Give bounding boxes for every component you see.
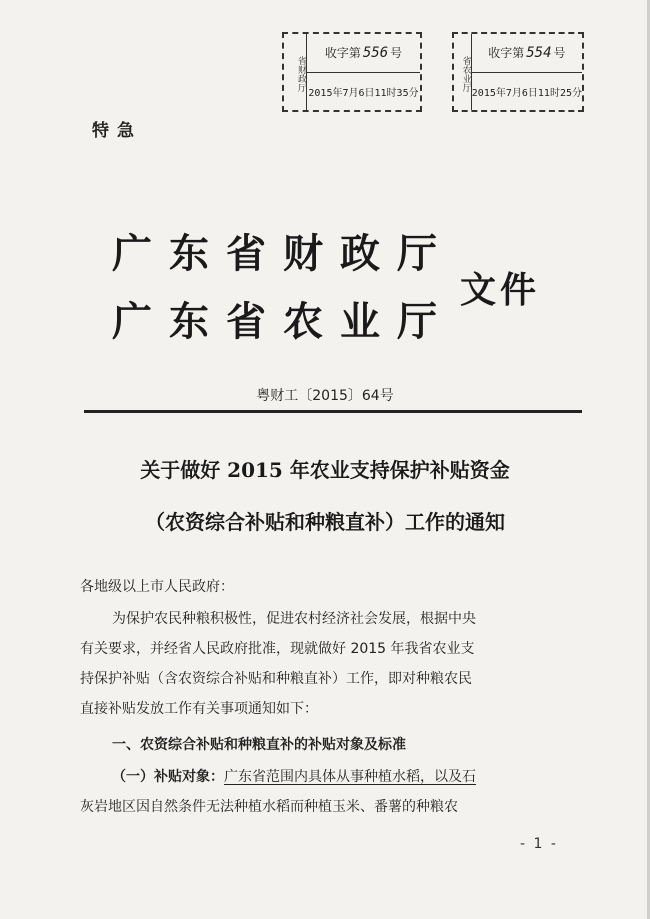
receipt-stamp-agriculture <box>452 32 584 112</box>
stamp-org: 省财政厅 <box>284 34 307 110</box>
paragraph-line: 为保护农民种粮积极性，促进农村经济社会发展，根据中央 <box>112 611 476 627</box>
stamp-datetime: 2015年7月6日11时25分 <box>471 87 582 99</box>
item-continuation: 灰岩地区因自然条件无法种植水稻而种植玉米、番薯的种粮农 <box>80 799 458 815</box>
receipt-stamp-finance <box>282 32 422 112</box>
stamp-receipt-number: 收字第 556 号 <box>307 34 420 73</box>
notice-title-line-2: （农资综合补贴和种粮直补）工作的通知 <box>145 510 505 534</box>
document-number: 粤财工〔2015〕64号 <box>256 388 394 404</box>
salutation: 各地级以上市人民政府： <box>80 579 234 595</box>
page-number: - 1 - <box>520 836 558 852</box>
stamp-receipt-number: 收字第 554 号 <box>472 34 582 73</box>
header-divider <box>84 410 582 413</box>
section-heading-1: 一、农资综合补贴和种粮直补的补贴对象及标准 <box>112 737 406 753</box>
issuing-department-agriculture: 广东省农业厅 <box>112 298 454 345</box>
paragraph-line: 有关要求，并经省人民政府批准，现就做好 2015 年我省农业支 <box>80 641 475 657</box>
stamp-datetime: 2015年7月6日11时35分 <box>308 87 419 99</box>
intro-paragraph <box>80 604 560 724</box>
urgency-label: 特急 <box>92 121 142 141</box>
stamp-org: 省农业厅 <box>454 34 472 110</box>
paragraph-line: 持保护补贴（含农资综合补贴和种粮直补）工作，即对种粮农民 <box>80 671 472 687</box>
paragraph-line: 直接补贴发放工作有关事项通知如下： <box>80 701 318 717</box>
item-label: （一）补贴对象： <box>112 769 224 785</box>
issuing-department-finance: 广东省财政厅 <box>112 230 454 277</box>
item-text: 广东省范围内具体从事种植水稻，以及石 <box>224 769 476 785</box>
document-type-label: 文件 <box>460 269 541 311</box>
item-subsidy-target <box>112 762 592 792</box>
notice-title-line-1: 关于做好 2015 年农业支持保护补贴资金 <box>140 458 510 482</box>
